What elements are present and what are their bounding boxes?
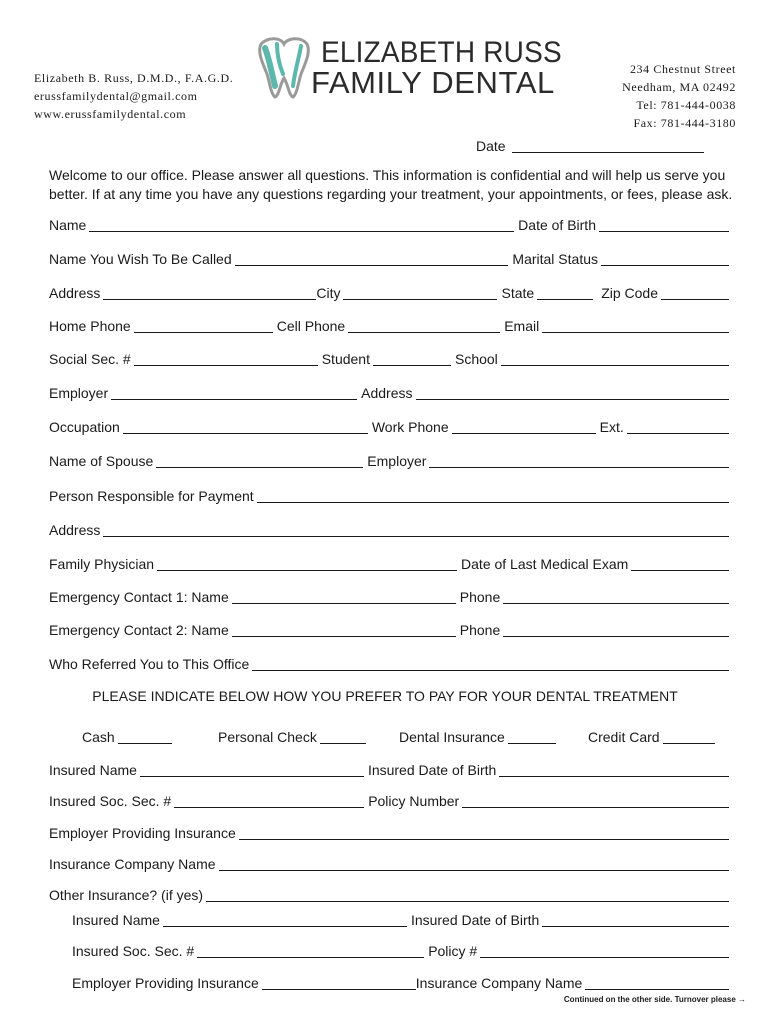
dental-insurance-label: Dental Insurance	[399, 729, 505, 745]
state-field[interactable]	[537, 298, 593, 300]
row-address	[49, 284, 729, 304]
other-insured-name-label: Insured Name	[72, 912, 160, 928]
logo-title: ELIZABETH RUSS	[321, 36, 562, 69]
doctor-contact-block	[34, 69, 233, 123]
intro-text: Welcome to our office. Please answer all questions. This information is confidential and will help us serve you better. If at any time you have any questions regarding your treatment, your appointments, or fees, please ask.	[49, 167, 733, 202]
date-field[interactable]	[512, 151, 704, 153]
doctor-name: Elizabeth B. Russ, D.M.D., F.A.G.D.	[34, 71, 234, 85]
marital-status-label: Marital Status	[512, 251, 598, 267]
physician-label: Family Physician	[49, 556, 155, 572]
row-preferred-name	[49, 250, 729, 270]
responsible-party-label: Person Responsible for Payment	[49, 488, 254, 504]
insured-name-field[interactable]	[140, 775, 364, 777]
other-insured-ssn-field[interactable]	[197, 956, 424, 958]
occupation-field[interactable]	[123, 432, 368, 434]
physician-field[interactable]	[157, 569, 457, 571]
employer-field[interactable]	[111, 398, 357, 400]
policy-number-field[interactable]	[462, 806, 729, 808]
date-row	[476, 137, 704, 157]
other-insured-name-field[interactable]	[163, 925, 407, 927]
credit-card-field[interactable]	[663, 742, 715, 744]
dob-field[interactable]	[599, 230, 729, 232]
pay-check	[218, 728, 366, 748]
ssn-field[interactable]	[134, 364, 318, 366]
insured-ssn-field[interactable]	[174, 806, 364, 808]
continued-note: Continued on the other side. Turnover please →	[563, 995, 746, 1004]
spouse-field[interactable]	[156, 466, 363, 468]
row-other-insured-ssn	[72, 942, 729, 962]
cell-phone-field[interactable]	[348, 331, 500, 333]
emergency-1-phone-field[interactable]	[503, 602, 729, 604]
other-policy-field[interactable]	[480, 956, 729, 958]
emergency-2-phone-field[interactable]	[503, 635, 729, 637]
ssn-label: Social Sec. #	[49, 351, 131, 367]
preferred-name-label: Name You Wish To Be Called	[49, 251, 232, 267]
pay-insurance	[399, 728, 556, 748]
employer-label: Employer	[49, 385, 109, 401]
row-responsible-address	[49, 521, 729, 541]
emergency-1-name-field[interactable]	[232, 602, 456, 604]
last-exam-field[interactable]	[631, 569, 729, 571]
home-phone-label: Home Phone	[49, 318, 131, 334]
row-insurance-company	[49, 855, 729, 875]
name-label: Name	[49, 217, 87, 233]
address-label: Address	[49, 285, 101, 301]
other-employer-label: Employer Providing Insurance	[72, 975, 259, 991]
responsible-address-field[interactable]	[103, 535, 729, 537]
school-label: School	[454, 351, 498, 367]
work-phone-label: Work Phone	[371, 419, 449, 435]
responsible-address-label: Address	[49, 522, 101, 538]
city-field[interactable]	[343, 298, 497, 300]
emergency-2-phone-label: Phone	[459, 622, 501, 638]
zip-label: Zip Code	[601, 285, 658, 301]
work-phone-field[interactable]	[452, 432, 596, 434]
referred-label: Who Referred You to This Office	[49, 656, 250, 672]
insured-dob-field[interactable]	[499, 775, 729, 777]
emergency-1-phone-label: Phone	[459, 589, 501, 605]
row-name	[49, 216, 729, 236]
other-company-label: Insurance Company Name	[415, 975, 583, 991]
logo-subtitle: FAMILY DENTAL	[311, 65, 555, 100]
row-ssn	[49, 350, 729, 370]
spouse-employer-field[interactable]	[429, 466, 729, 468]
emergency-1-label: Emergency Contact 1: Name	[49, 589, 229, 605]
referred-field[interactable]	[252, 669, 729, 671]
row-physician	[49, 555, 729, 575]
name-field[interactable]	[89, 230, 514, 232]
email-label: Email	[504, 318, 540, 334]
marital-status-field[interactable]	[601, 264, 729, 266]
row-responsible	[49, 487, 729, 507]
insurance-employer-label: Employer Providing Insurance	[49, 825, 236, 841]
personal-check-label: Personal Check	[218, 729, 317, 745]
policy-number-label: Policy Number	[368, 793, 460, 809]
date-label: Date	[476, 138, 506, 154]
office-street: 234 Chestnut Street	[629, 62, 736, 76]
row-referred	[49, 655, 729, 675]
doctor-website: www.erussfamilydental.com	[34, 107, 187, 121]
insured-dob-label: Insured Date of Birth	[367, 762, 497, 778]
ext-label: Ext.	[599, 419, 624, 435]
office-city: Needham, MA 02492	[622, 80, 736, 94]
row-other-insured-name	[72, 911, 729, 931]
office-address-block	[622, 60, 736, 132]
email-field[interactable]	[542, 331, 729, 333]
insured-name-label: Insured Name	[49, 762, 137, 778]
doctor-email: erussfamilydental@gmail.com	[34, 89, 198, 103]
other-insured-ssn-label: Insured Soc. Sec. #	[72, 943, 195, 959]
spouse-employer-label: Employer	[367, 453, 427, 469]
row-insured-ssn	[49, 792, 729, 812]
dental-insurance-field[interactable]	[508, 742, 556, 744]
last-exam-label: Date of Last Medical Exam	[461, 556, 629, 572]
row-emergency-1	[49, 588, 729, 608]
insurance-employer-field[interactable]	[239, 838, 729, 840]
employer-address-field[interactable]	[416, 398, 730, 400]
row-insurance-employer	[49, 824, 729, 844]
dob-label: Date of Birth	[518, 217, 596, 233]
zip-field[interactable]	[661, 298, 729, 300]
other-policy-label: Policy #	[428, 943, 478, 959]
tooth-icon	[255, 34, 313, 100]
school-field[interactable]	[501, 364, 729, 366]
row-phones	[49, 317, 729, 337]
payment-section-title: PLEASE INDICATE BELOW HOW YOU PREFER TO PAY FOR YOUR DENTAL TREATMENT	[92, 688, 678, 704]
other-insured-dob-label: Insured Date of Birth	[410, 912, 540, 928]
preferred-name-field[interactable]	[235, 264, 509, 266]
row-employer	[49, 384, 729, 404]
cell-phone-label: Cell Phone	[276, 318, 346, 334]
pay-credit	[588, 728, 715, 748]
responsible-party-field[interactable]	[257, 501, 729, 503]
row-occupation	[49, 418, 729, 438]
other-insurance-field[interactable]	[206, 900, 729, 902]
cash-label: Cash	[82, 729, 115, 745]
other-insurance-label: Other Insurance? (if yes)	[49, 887, 204, 903]
insurance-company-label: Insurance Company Name	[49, 856, 216, 872]
state-label: State	[501, 285, 535, 301]
home-phone-field[interactable]	[134, 331, 273, 333]
credit-card-label: Credit Card	[588, 729, 660, 745]
pay-cash	[82, 728, 172, 748]
office-tel: Tel: 781-444-0038	[636, 98, 736, 112]
personal-check-field[interactable]	[320, 742, 366, 744]
cash-field[interactable]	[118, 742, 172, 744]
insured-ssn-label: Insured Soc. Sec. #	[49, 793, 172, 809]
emergency-2-name-field[interactable]	[232, 635, 456, 637]
student-label: Student	[321, 351, 370, 367]
row-spouse	[49, 452, 729, 472]
emergency-2-label: Emergency Contact 2: Name	[49, 622, 229, 638]
row-emergency-2	[49, 621, 729, 641]
address-field[interactable]	[103, 298, 316, 300]
practice-logo	[255, 34, 562, 100]
other-employer-field[interactable]	[262, 988, 416, 990]
other-company-field[interactable]	[585, 988, 729, 990]
other-insured-dob-field[interactable]	[542, 925, 729, 927]
spouse-label: Name of Spouse	[49, 453, 154, 469]
row-other-employer	[72, 974, 729, 994]
row-insured-name	[49, 761, 729, 781]
office-fax: Fax: 781-444-3180	[633, 116, 736, 130]
student-field[interactable]	[373, 364, 451, 366]
insurance-company-field[interactable]	[219, 869, 729, 871]
occupation-label: Occupation	[49, 419, 120, 435]
row-other-insurance	[49, 886, 729, 906]
ext-field[interactable]	[627, 432, 729, 434]
employer-address-label: Address	[361, 385, 413, 401]
city-label: City	[316, 285, 341, 301]
